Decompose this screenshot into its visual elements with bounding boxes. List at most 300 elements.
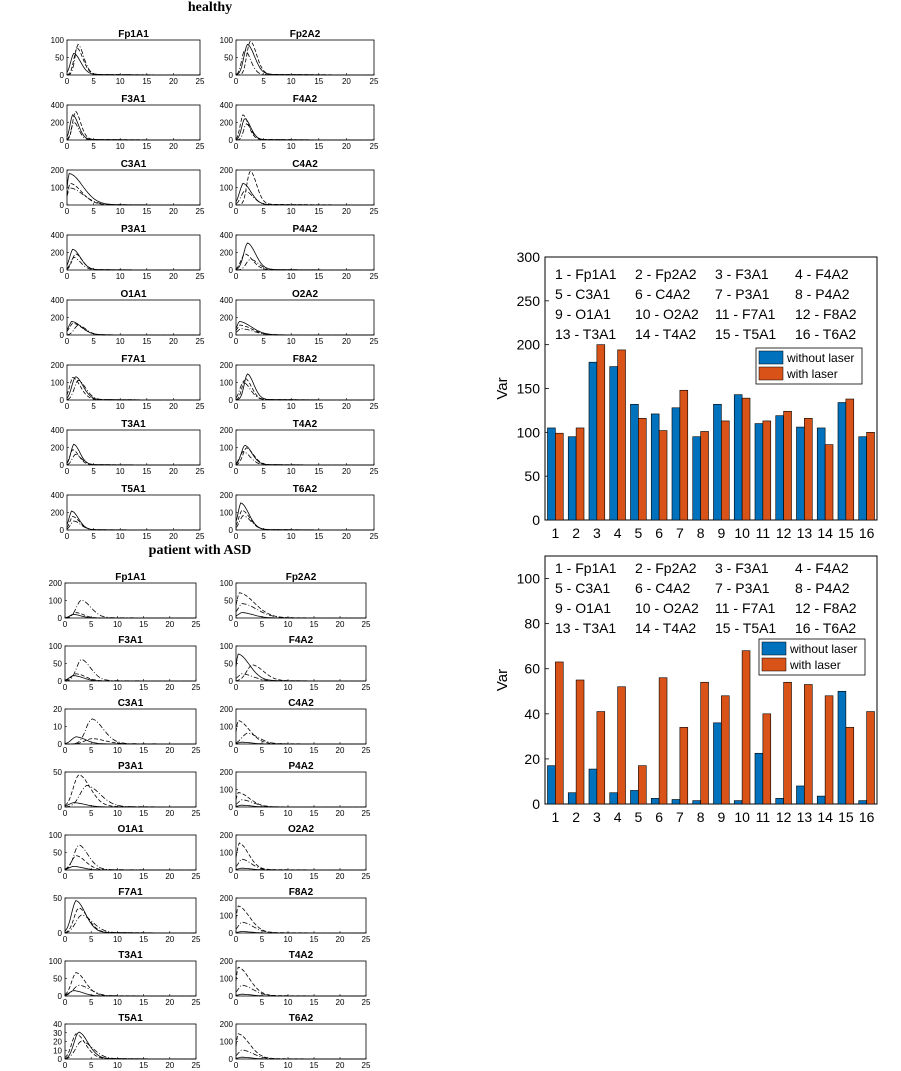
x-tick-label: 0 — [233, 872, 239, 881]
bar-without-laser — [713, 723, 721, 804]
panel-title: T4A2 — [292, 419, 318, 430]
y-tick-label: 0 — [228, 740, 233, 749]
spectrum-line-dashed — [65, 674, 196, 681]
x-tick-label: 25 — [191, 872, 201, 881]
panel-title: F3A1 — [118, 635, 143, 646]
spectrum-line-dashdot — [65, 785, 196, 807]
x-tick-label: 25 — [369, 467, 379, 476]
spectrum-line-dashed — [236, 41, 374, 75]
y-tick-label: 50 — [53, 768, 62, 777]
x-tick-label: 10 — [283, 620, 293, 629]
x-tick-label: 25 — [191, 809, 201, 818]
panel-frame — [236, 835, 366, 870]
x-tick-label: 0 — [64, 532, 70, 541]
spectrum-line-solid — [67, 249, 200, 270]
y-tick-label: 50 — [53, 848, 62, 858]
x-tick-label: 25 — [191, 935, 201, 944]
x-tick-label: 0 — [64, 207, 70, 216]
x-tick-label: 15 — [314, 467, 324, 476]
panel-frame — [67, 40, 200, 75]
spectrum-line-solid — [67, 322, 200, 336]
panel-title: C4A2 — [288, 698, 314, 709]
spectrum-line-solid — [236, 183, 374, 205]
x-tick-label: 20 — [335, 872, 345, 881]
bar-without-laser — [589, 362, 597, 520]
x-tick-label: 10 — [112, 1061, 122, 1070]
x-tick-label: 0 — [233, 207, 239, 216]
x-tick-label: 10 — [283, 809, 293, 818]
legend-label: with laser — [787, 367, 838, 381]
x-tick-label: 0 — [233, 77, 239, 86]
x-tick-label: 0 — [62, 620, 68, 629]
y-tick-label: 0 — [59, 71, 64, 80]
y-tick-label: 100 — [48, 642, 62, 651]
x-tick-label: 10 — [286, 467, 296, 476]
spectrum-line-dashdot — [67, 122, 200, 140]
x-tick-label: 5 — [634, 809, 643, 824]
y-tick-label: 100 — [219, 642, 233, 651]
bar-with-laser — [680, 727, 688, 804]
x-tick-label: 25 — [369, 77, 379, 86]
x-tick-label: 0 — [233, 337, 239, 346]
asd-panel-8 — [49, 824, 201, 881]
spectrum-line-solid — [236, 613, 366, 618]
panel-frame — [236, 583, 366, 618]
spectrum-line-dashed — [67, 517, 200, 531]
channel-key-label: 12 - F8A2 — [795, 600, 857, 616]
x-tick-label: 10 — [286, 77, 296, 86]
y-tick-label: 100 — [50, 36, 64, 45]
x-tick-label: 5 — [259, 872, 265, 881]
asd-panel-14 — [53, 1013, 201, 1070]
x-tick-label: 10 — [112, 809, 122, 818]
spectrum-line-dashdot — [236, 124, 374, 140]
x-tick-label: 9 — [717, 809, 726, 824]
panel-frame — [67, 495, 200, 530]
y-tick-label: 400 — [50, 426, 64, 435]
x-tick-label: 10 — [115, 77, 125, 86]
y-tick-label: 100 — [219, 508, 233, 518]
y-tick-label: 0 — [532, 796, 540, 812]
x-tick-label: 15 — [314, 532, 324, 541]
x-tick-label: 15 — [139, 746, 149, 755]
x-tick-label: 5 — [261, 207, 266, 216]
panel-title: Fp1A1 — [118, 29, 149, 40]
y-tick-label: 200 — [48, 579, 62, 588]
x-tick-label: 5 — [261, 532, 266, 541]
x-tick-label: 15 — [314, 337, 324, 346]
spectrum-line-dashed — [67, 378, 200, 401]
panel-title: F3A1 — [121, 94, 146, 105]
y-tick-label: 100 — [50, 183, 64, 193]
bar-without-laser — [734, 395, 742, 520]
bar-with-laser — [763, 421, 771, 520]
x-tick-label: 15 — [838, 525, 854, 541]
x-tick-label: 25 — [369, 207, 379, 216]
y-tick-label: 0 — [228, 677, 233, 686]
x-tick-label: 20 — [165, 683, 175, 692]
x-tick-label: 15 — [309, 809, 319, 818]
spectrum-line-solid — [236, 243, 374, 270]
healthy-panel-7 — [220, 224, 379, 281]
x-tick-label: 25 — [191, 683, 201, 692]
y-tick-label: 80 — [524, 615, 540, 632]
y-tick-label: 400 — [50, 296, 64, 305]
x-tick-label: 16 — [858, 525, 875, 541]
y-tick-label: 0 — [228, 526, 233, 535]
spectrum-line-dashed — [65, 775, 196, 807]
x-tick-label: 15 — [314, 402, 324, 411]
panel-title: P4A2 — [292, 224, 318, 235]
panel-frame — [67, 300, 200, 335]
bar-with-laser — [867, 712, 875, 804]
x-tick-label: 10 — [286, 337, 296, 346]
x-tick-label: 15 — [142, 207, 152, 216]
y-tick-label: 0 — [57, 677, 62, 686]
x-tick-label: 15 — [142, 142, 152, 151]
x-tick-label: 25 — [369, 142, 379, 151]
x-tick-label: 20 — [165, 1061, 175, 1070]
asd-panel-1 — [220, 572, 371, 629]
x-tick-label: 20 — [335, 935, 345, 944]
x-tick-label: 0 — [64, 467, 70, 476]
panel-frame — [236, 40, 374, 75]
x-tick-label: 15 — [309, 998, 319, 1007]
y-tick-label: 30 — [53, 1028, 62, 1038]
x-tick-label: 25 — [369, 337, 379, 346]
x-tick-label: 5 — [261, 337, 266, 346]
y-tick-label: 0 — [228, 929, 233, 938]
panel-title: F8A2 — [292, 354, 318, 365]
legend-swatch — [762, 658, 786, 671]
y-tick-label: 200 — [50, 166, 64, 175]
y-tick-label: 0 — [59, 266, 64, 275]
y-tick-label: 0 — [57, 929, 62, 938]
x-tick-label: 0 — [62, 683, 68, 692]
spectrum-line-solid — [236, 445, 374, 465]
spectrum-line-dashdot — [236, 859, 366, 870]
panel-title: P3A1 — [120, 224, 147, 235]
spectrum-line-dashed — [65, 973, 196, 996]
x-tick-label: 5 — [91, 207, 96, 216]
bar-with-laser — [680, 390, 688, 520]
bar-without-laser — [755, 424, 763, 520]
panel-title: F7A1 — [118, 887, 143, 898]
x-tick-label: 0 — [233, 746, 239, 755]
channel-key-label: 12 - F8A2 — [795, 306, 857, 322]
bar-with-laser — [555, 433, 563, 520]
x-tick-label: 15 — [838, 809, 854, 824]
channel-key-label: 1 - Fp1A1 — [555, 266, 617, 282]
x-tick-label: 10 — [283, 746, 293, 755]
bar-with-laser — [555, 662, 563, 804]
x-tick-label: 20 — [341, 77, 351, 86]
bar-without-laser — [859, 437, 867, 520]
x-tick-label: 11 — [755, 809, 771, 824]
asd-title: patient with ASD — [148, 543, 252, 558]
panel-frame — [67, 105, 200, 140]
y-tick-label: 200 — [219, 313, 233, 323]
panel-title: T6A2 — [288, 1013, 314, 1024]
y-tick-label: 100 — [219, 911, 233, 921]
y-tick-label: 40 — [53, 1020, 62, 1029]
x-tick-label: 5 — [634, 525, 643, 541]
panel-title: T5A1 — [121, 484, 146, 495]
y-tick-label: 100 — [50, 378, 64, 388]
x-tick-label: 0 — [64, 402, 70, 411]
legend-swatch — [762, 642, 786, 655]
spectrum-line-dashdot — [67, 454, 200, 465]
x-tick-label: 0 — [233, 809, 239, 818]
channel-key-label: 2 - Fp2A2 — [635, 560, 697, 576]
spectrum-line-dashdot — [236, 516, 374, 530]
x-tick-label: 5 — [88, 620, 94, 629]
y-tick-label: 100 — [48, 957, 62, 966]
bar-without-laser — [817, 428, 825, 520]
spectrum-line-solid — [236, 119, 374, 140]
x-tick-label: 5 — [91, 402, 96, 411]
y-tick-label: 100 — [48, 596, 62, 606]
y-tick-label: 400 — [219, 296, 233, 305]
y-tick-label: 300 — [516, 249, 540, 265]
x-tick-label: 25 — [361, 872, 371, 881]
y-tick-label: 10 — [53, 1046, 62, 1056]
x-tick-label: 16 — [858, 809, 875, 824]
healthy-panel-8 — [51, 289, 205, 346]
bar-without-laser — [610, 367, 618, 520]
panel-title: Fp2A2 — [285, 572, 317, 583]
x-tick-label: 15 — [142, 532, 152, 541]
y-tick-label: 200 — [50, 118, 64, 128]
y-tick-label: 0 — [228, 992, 233, 1001]
x-tick-label: 12 — [775, 809, 792, 824]
panel-title: O1A1 — [117, 824, 144, 835]
x-tick-label: 5 — [259, 809, 265, 818]
bar-with-laser — [701, 431, 709, 520]
y-tick-label: 0 — [228, 803, 233, 812]
x-tick-label: 0 — [233, 935, 239, 944]
x-tick-label: 20 — [165, 935, 175, 944]
x-tick-label: 4 — [613, 525, 622, 541]
x-tick-label: 1 — [551, 525, 560, 541]
y-tick-label: 200 — [219, 248, 233, 258]
bar-without-laser — [713, 404, 721, 520]
panel-title: C4A2 — [292, 159, 318, 170]
x-tick-label: 7 — [675, 525, 684, 541]
panel-title: C3A1 — [117, 698, 144, 709]
y-tick-label: 0 — [228, 396, 233, 405]
y-tick-label: 50 — [53, 894, 62, 903]
channel-key-label: 7 - P3A1 — [715, 286, 770, 302]
bar-with-laser — [597, 345, 605, 520]
asd-panel-13 — [220, 950, 371, 1007]
x-tick-label: 10 — [115, 272, 125, 281]
x-tick-label: 5 — [88, 935, 94, 944]
bar-without-laser — [630, 790, 638, 804]
bar-without-laser — [796, 427, 804, 520]
x-tick-label: 20 — [341, 532, 351, 541]
x-tick-label: 20 — [168, 272, 178, 281]
x-tick-label: 15 — [314, 272, 324, 281]
panel-frame — [65, 709, 196, 744]
y-tick-label: 400 — [50, 231, 64, 240]
spectrum-line-dashdot — [236, 329, 374, 335]
bar-without-laser — [838, 403, 846, 520]
channel-key-label: 16 - T6A2 — [795, 620, 857, 636]
x-tick-label: 5 — [88, 809, 94, 818]
x-tick-label: 5 — [88, 872, 94, 881]
x-tick-label: 5 — [259, 620, 265, 629]
spectrum-line-dashdot — [67, 521, 200, 530]
x-tick-label: 15 — [142, 272, 152, 281]
spectrum-line-dashed — [236, 843, 366, 870]
spectrum-line-dashdot — [236, 800, 366, 807]
x-tick-label: 15 — [309, 935, 319, 944]
x-tick-label: 0 — [62, 746, 68, 755]
spectrum-line-dashdot — [67, 380, 200, 400]
x-tick-label: 20 — [341, 272, 351, 281]
x-tick-label: 15 — [139, 872, 149, 881]
panel-title: T4A2 — [288, 950, 314, 961]
panel-title: O2A2 — [287, 824, 315, 835]
x-tick-label: 10 — [286, 402, 296, 411]
x-tick-label: 10 — [286, 272, 296, 281]
channel-key-label: 15 - T5A1 — [715, 620, 777, 636]
x-tick-label: 0 — [233, 683, 239, 692]
bar-without-laser — [672, 799, 680, 804]
x-tick-label: 10 — [283, 998, 293, 1007]
x-tick-label: 5 — [88, 998, 94, 1007]
y-tick-label: 0 — [57, 1055, 62, 1064]
spectrum-line-solid — [67, 377, 200, 400]
x-tick-label: 13 — [796, 525, 813, 541]
spectrum-line-solid — [67, 174, 200, 206]
spectrum-line-solid — [236, 44, 374, 75]
panel-frame — [236, 105, 374, 140]
healthy-panel-0 — [51, 29, 205, 86]
x-tick-label: 20 — [341, 467, 351, 476]
bar-with-laser — [784, 411, 792, 520]
spectrum-line-dashdot — [65, 719, 196, 744]
y-tick-label: 100 — [219, 36, 233, 45]
channel-key-label: 10 - O2A2 — [635, 306, 699, 322]
x-tick-label: 5 — [91, 467, 96, 476]
channel-key-label: 13 - T3A1 — [555, 326, 617, 342]
legend-label: without laser — [790, 642, 858, 656]
x-tick-label: 20 — [341, 337, 351, 346]
asd-panel-9 — [220, 824, 371, 881]
healthy-panel-15 — [220, 484, 379, 541]
panel-frame — [65, 583, 196, 618]
y-tick-label: 100 — [219, 848, 233, 858]
panel-frame — [67, 365, 200, 400]
channel-key-label: 13 - T3A1 — [555, 620, 617, 636]
y-tick-label: 0 — [57, 866, 62, 875]
y-tick-label: 20 — [524, 750, 540, 767]
bar-with-laser — [618, 687, 626, 804]
x-tick-label: 8 — [696, 809, 705, 824]
bar-with-laser — [825, 445, 833, 520]
channel-key-label: 4 - F4A2 — [795, 560, 849, 576]
x-tick-label: 20 — [168, 142, 178, 151]
asd-panel-0 — [49, 572, 201, 629]
y-axis-label: Var — [494, 668, 511, 692]
y-tick-label: 400 — [50, 491, 64, 500]
bar-with-laser — [618, 350, 626, 520]
x-tick-label: 20 — [165, 809, 175, 818]
x-tick-label: 20 — [335, 1061, 345, 1070]
x-tick-label: 25 — [191, 1061, 201, 1070]
asd-panel-12 — [49, 950, 201, 1007]
y-tick-label: 100 — [516, 424, 540, 441]
bar-with-laser — [701, 682, 709, 804]
x-tick-label: 5 — [91, 77, 96, 86]
x-tick-label: 25 — [195, 532, 205, 541]
x-tick-label: 15 — [142, 402, 152, 411]
x-tick-label: 14 — [817, 525, 833, 541]
spectrum-line-dashdot — [67, 257, 200, 270]
y-tick-label: 400 — [219, 231, 233, 240]
panel-frame — [236, 1024, 366, 1059]
x-tick-label: 20 — [165, 746, 175, 755]
y-tick-label: 200 — [219, 894, 233, 903]
y-tick-label: 200 — [219, 491, 233, 500]
panel-title: T5A1 — [118, 1013, 143, 1024]
x-tick-label: 5 — [88, 683, 94, 692]
x-tick-label: 10 — [112, 746, 122, 755]
x-tick-label: 25 — [361, 746, 371, 755]
x-tick-label: 15 — [314, 77, 324, 86]
x-tick-label: 20 — [341, 402, 351, 411]
variance-bar-chart-bottom — [480, 552, 890, 824]
x-tick-label: 20 — [168, 337, 178, 346]
x-tick-label: 20 — [341, 142, 351, 151]
panel-title: C3A1 — [120, 159, 147, 170]
panel-frame — [236, 646, 366, 681]
x-tick-label: 10 — [115, 467, 125, 476]
y-tick-label: 250 — [516, 292, 540, 309]
x-tick-label: 10 — [734, 809, 750, 824]
spectrum-line-dashdot — [65, 845, 196, 870]
spectrum-line-solid — [65, 901, 196, 933]
x-tick-label: 20 — [335, 620, 345, 629]
bar-without-laser — [776, 798, 784, 804]
y-tick-label: 100 — [516, 570, 540, 587]
y-tick-label: 100 — [219, 974, 233, 984]
asd-panel-2 — [49, 635, 201, 692]
spectrum-line-dashed — [67, 183, 200, 205]
x-tick-label: 15 — [314, 142, 324, 151]
x-tick-label: 20 — [168, 77, 178, 86]
x-tick-label: 20 — [168, 532, 178, 541]
x-tick-label: 10 — [286, 142, 296, 151]
panel-title: F7A1 — [121, 354, 146, 365]
x-tick-label: 25 — [191, 746, 201, 755]
x-tick-label: 15 — [142, 77, 152, 86]
x-tick-label: 20 — [335, 809, 345, 818]
x-tick-label: 25 — [191, 998, 201, 1007]
x-tick-label: 5 — [259, 998, 265, 1007]
spectrum-line-dashdot — [67, 44, 200, 75]
y-tick-label: 0 — [228, 136, 233, 145]
panel-title: P4A2 — [288, 761, 314, 772]
x-tick-label: 0 — [62, 1061, 68, 1070]
spectrum-line-dashed — [236, 906, 366, 933]
x-tick-label: 0 — [64, 77, 70, 86]
asd-panel-4 — [53, 698, 201, 755]
bar-with-laser — [576, 428, 584, 520]
y-tick-label: 200 — [219, 166, 233, 175]
